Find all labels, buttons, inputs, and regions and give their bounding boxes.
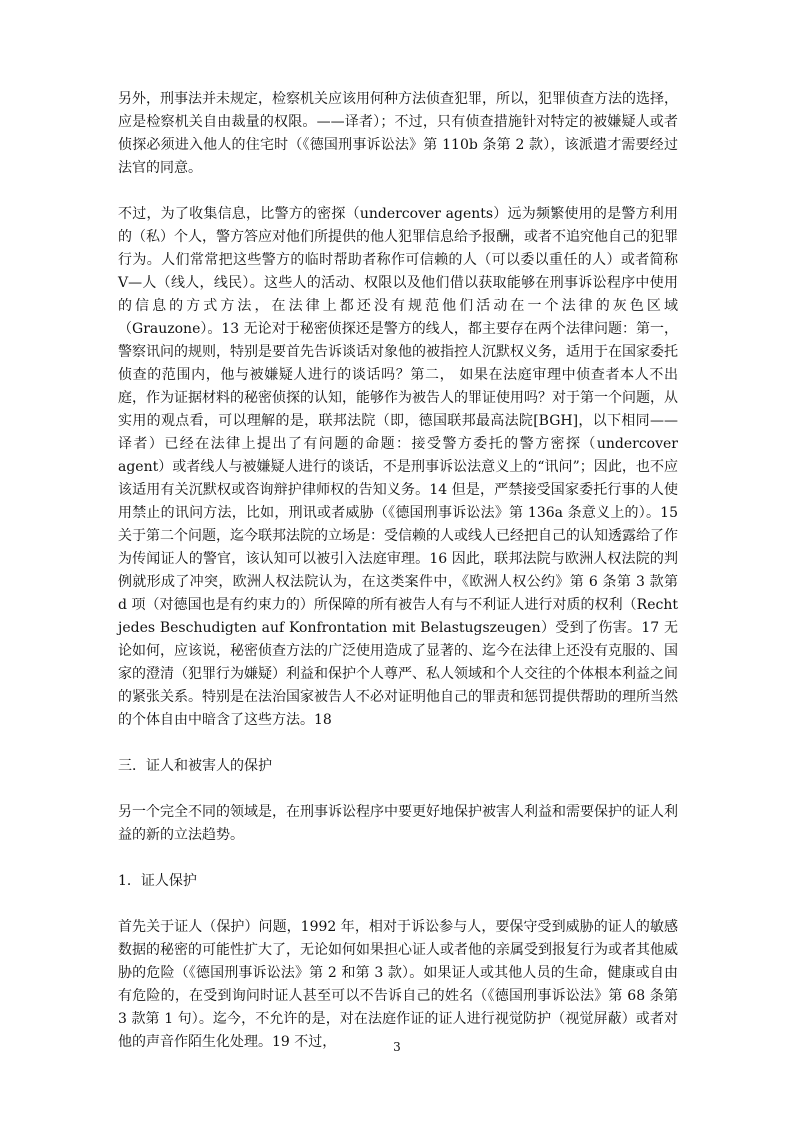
paragraph-informants: 不过，为了收集信息，比警方的密探（undercover agents）远为频繁使用的是警方利用的（私）个人，警方答应对他们所提供的他人犯罪信息给予报酬，或者不追究他自己的犯罪行为。人们常常把这些警方的临时帮助者称作可信赖的人（可以委以重任的人）或者简称 V—人（线人，线民）。这些人的活动、权限以及他们借以获取能够在刑事诉讼程序中使用的信息的方式方法，在法律上都还没有规范他们活动在一个法律的灰色区域（Grauzone）。13 无论对于秘密侦探还是警方的线人，都主要存在两个法律问题：第一，警察讯问的规则，特别是要首先告诉谈话对象他的被指控人沉默权义务，适用于在国家委托侦查的范围内，他与被嫌疑人进行的谈话吗？第二， 如果在法庭审理中侦查者本人不出庭，作为证据材料的秘密侦探的认知，能够作为被告人的罪证使用吗？对于第一个问题，从实用的观点看，可以理解的是，联邦法院（即，德国联邦最高法院[BGH]，以下相同——译者）已经在法律上提出了有问题的命题：接受警方委托的警方密探（undercover agent）或者线人与被嫌疑人进行的谈话，不是刑事诉讼法意义上的“讯问”；因此，也不应该适用有关沉默权或咨询辩护律师权的告知义务。14 但是，严禁接受国家委托行事的人使用禁止的讯问方法，比如，刑讯或者威胁（《德国刑事诉讼法》第 136a 条意义上的）。15 关于第二个问题，迄今联邦法院的立场是：受信赖的人或线人已经把自己的认知透露给了作为传闻证人的警官，该认知可以被引入法庭审理。16 因此，联邦法院与欧洲人权法院的判例就形成了冲突，欧洲人权法院认为，在这类案件中，《欧洲人权公约》第 6 条第 3 款第 d 项（对德国也是有约束力的）所保障的所有被告人有与不利证人进行对质的权利（Recht jedes Beschudigten auf Konfrontation mit Belastugszeugen）受到了伤害。17 无论如何，应该说，秘密侦查方法的广泛使用造成了显著的、迄今在法律上还没有克服的、国家的澄清（犯罪行为嫌疑）利益和保护个人尊严、私人领域和个人交往的个体根本利益之间的紧张关系。特别是在法治国家被告人不必对证明他自己的罪责和惩罚提供帮助的理所当然的个体自由中暗含了这些方法。18 [118,206,678,728]
subsection-heading: 1．证人保护 [118,873,197,889]
paragraph-prosecution-methods: 另外，刑事法并未规定，检察机关应该用何种方法侦查犯罪，所以，犯罪侦查方法的选择，应是检察机关自由裁量的权限。——译者）；不过，只有侦查措施针对特定的被嫌疑人或者侦探必须进入他人的住宅时（《德国刑事诉讼法》第 110b 条第 2 款），该派遣才需要经过法官的同意。 [118,91,678,176]
page-number: 3 [393,1040,401,1054]
section-heading: 三．证人和被害人的保护 [118,758,272,774]
paragraph-witness-protection: 首先关于证人（保护）问题，1992 年，相对于诉讼参与人，要保守受到威胁的证人的敏感数据的秘密的可能性扩大了，无论如何如果担心证人或者他的亲属受到报复行为或者其他威胁的危险（《德国刑事诉讼法》第 2 和第 3 款）。如果证人或其他人员的生命，健康或自由有危险的，在受到询问时证人甚至可以不告诉自己的姓名（《德国刑事诉讼法》第 68 条第 3 款第 1 句）。迄今，不允许的是，对在法庭作证的证人进行视觉防护（视觉屏蔽）或者对他的声音作陌生化处理。19 不过， [118,919,678,1050]
document-body [118,88,678,1077]
paragraph-section-intro: 另一个完全不同的领域是，在刑事诉讼程序中要更好地保护被害人利益和需要保护的证人利益的新的立法趋势。 [118,804,678,843]
